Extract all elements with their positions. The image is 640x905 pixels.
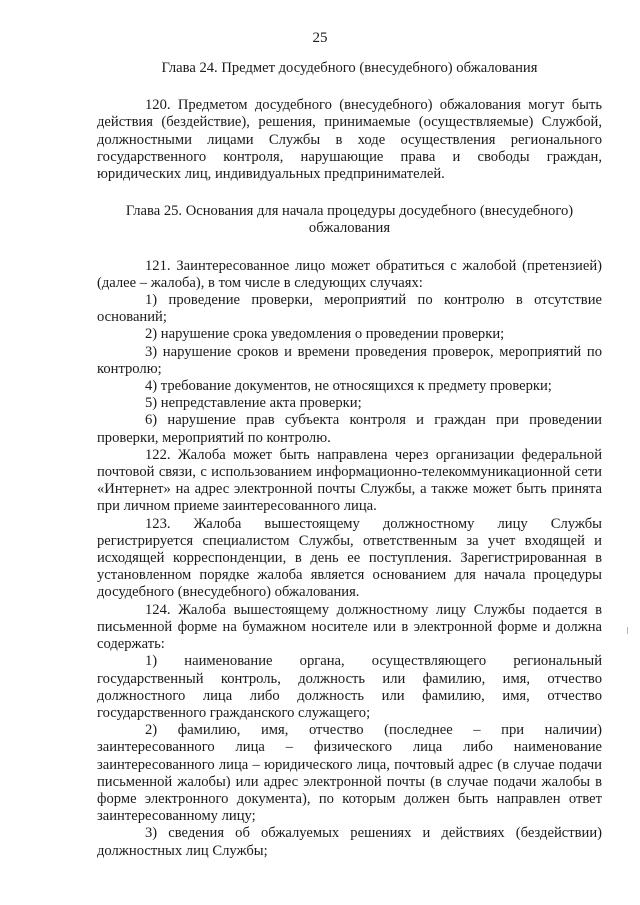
- paragraph-122: 122. Жалоба может быть направлена через организации федеральной почтовой связи, с использованием информационно-телекоммуникационной сети «Интернет» на адрес электронной почты Службы, а также может быть принята при личном приеме заинтересованного лица.: [97, 446, 602, 515]
- list-item-124-3: 3) сведения об обжалуемых решениях и действиях (бездействии) должностных лиц Службы;: [97, 825, 602, 859]
- list-item-124-1: 1) наименование органа, осуществляющего региональный государственный контроль, должность или фамилию, имя, отчество должностного лица либо должность или фамилию, имя, отчество государственного гражданского служащего;: [97, 653, 602, 721]
- paragraph-121: 121. Заинтересованное лицо может обратиться с жалобой (претензией) (далее – жалоба), в том числе в следующих случаях:: [97, 257, 602, 291]
- list-item-121-1: 1) проведение проверки, мероприятий по контролю в отсутствие оснований;: [97, 292, 602, 326]
- paragraph-124: 124. Жалоба вышестоящему должностному лицу Службы подается в письменной форме на бумажном носителе или в электронной форме и должна содержать:: [97, 601, 602, 653]
- list-item-121-4: 4) требование документов, не относящихся к предмету проверки;: [145, 378, 552, 395]
- paragraph-123: 123. Жалоба вышестоящему должностному лицу Службы регистрируется специалистом Службы, ответственным за учет входящей и исходящей корреспонденции, в день ее поступления. Зарегистрированная в установленном порядке жалоба является основанием для начала процедуры досудебного (внесудебного) обжалования.: [97, 515, 602, 601]
- list-item-121-6: 6) нарушение прав субъекта контроля и граждан при проведении проверки, мероприятий по контролю.: [97, 412, 602, 446]
- page-number: 25: [312, 30, 328, 46]
- list-item-121-3: 3) нарушение сроков и времени проведения проверок, мероприятий по контролю;: [97, 343, 602, 377]
- page-body: [97, 60, 602, 860]
- chapter-24-heading: Глава 24. Предмет досудебного (внесудебного) обжалования: [161, 60, 538, 76]
- paragraph-120: 120. Предметом досудебного (внесудебного) обжалования могут быть действия (бездействие), решения, принимаемые (осуществляемые) Службой, должностными лицами Службы в ходе осуществления регионального государственного контроля, нарушающие права и свободы граждан, юридических лиц, индивидуальных предпринимателей.: [97, 97, 602, 183]
- list-item-121-5: 5) непредставление акта проверки;: [145, 395, 362, 412]
- list-item-121-2: 2) нарушение срока уведомления о проведении проверки;: [145, 326, 505, 343]
- scan-artifact-mark: [627, 627, 628, 634]
- chapter-25-heading: Глава 25. Основания для начала процедуры досудебного (внесудебного) обжалования: [125, 203, 574, 237]
- list-item-124-2: 2) фамилию, имя, отчество (последнее – при наличии) заинтересованного лица – физического лица либо наименование заинтересованного лица – юридического лица, почтовый адрес (в случае подачи письменной жалобы) или адрес электронной почты (в случае подачи жалобы в форме электронного документа), по которым должен быть направлен ответ заинтересованному лицу;: [97, 722, 602, 825]
